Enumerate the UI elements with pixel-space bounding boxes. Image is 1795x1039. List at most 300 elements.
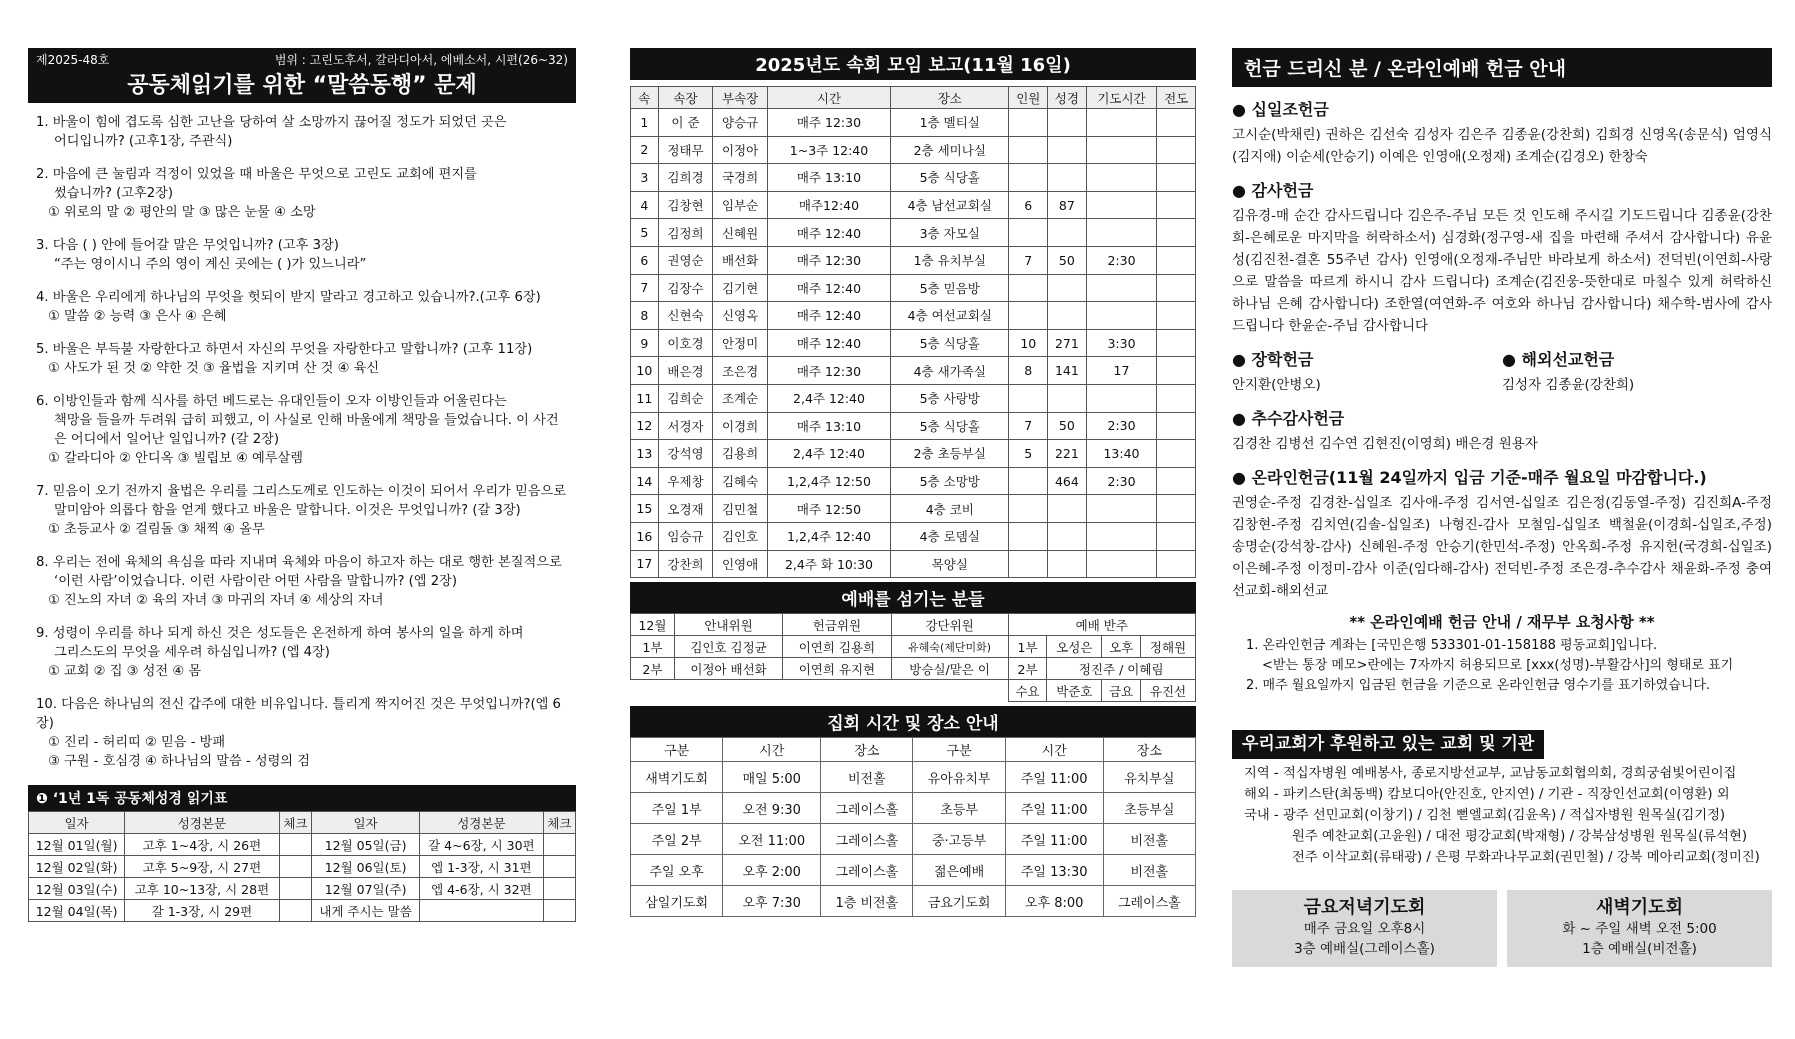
cell-header: 기도시간 — [1086, 87, 1157, 109]
cell-value — [1009, 219, 1048, 247]
cell-value — [1086, 522, 1157, 550]
cell-value: 1,2,4주 12:50 — [767, 467, 890, 495]
question-text: 9. 성령이 우리를 하나 되게 하신 것은 성도들은 온전하게 하여 봉사의 일을 하게 하며 — [36, 626, 524, 641]
cell-value: 5층 믿음방 — [891, 274, 1009, 302]
cell-value: 6 — [1009, 191, 1048, 219]
cell-value — [1157, 191, 1196, 219]
mission-body: 김성자 김종윤(강찬희) — [1502, 377, 1635, 393]
cell-value — [1157, 219, 1196, 247]
cell-value — [1157, 550, 1196, 578]
cell-value: 권영순 — [658, 246, 713, 274]
cell-value: 목양실 — [891, 550, 1009, 578]
servers-cell: 오후 — [1102, 636, 1141, 658]
cell-value — [1048, 164, 1087, 192]
cell-value: 2,4주 화 10:30 — [767, 550, 890, 578]
cell-value: 141 — [1048, 357, 1087, 385]
offering-column — [1232, 48, 1772, 967]
cell-value: 김희순 — [658, 384, 713, 412]
servers-month: 12월 — [631, 614, 675, 636]
quiz-question — [36, 340, 568, 378]
cell-value: 인영애 — [713, 550, 768, 578]
cell-value: 4층 여선교회실 — [891, 302, 1009, 330]
plan-cell: 고후 10~13장, 시 28편 — [125, 878, 280, 900]
meeting-cell: 비전홀 — [821, 762, 913, 793]
cell-value: 우제창 — [658, 467, 713, 495]
meeting-header: 장소 — [821, 738, 913, 762]
plan-header: 체크 — [543, 812, 575, 834]
cell-value — [1048, 109, 1087, 137]
cell-value — [1048, 302, 1087, 330]
cell-value — [1157, 384, 1196, 412]
cell-row — [631, 467, 1196, 495]
plan-cell: 12월 04일(목) — [29, 900, 125, 922]
plan-cell — [543, 834, 575, 856]
meeting-cell: 주일 11:00 — [1005, 793, 1103, 824]
question-text: 8. 우리는 전에 육체의 욕심을 따라 지내며 육체와 마음이 하고자 하는 대로 행한 본질적으로 — [36, 555, 562, 570]
quiz-question — [36, 695, 568, 771]
meeting-cell: 초등부 — [913, 793, 1005, 824]
cell-value: 10 — [1009, 329, 1048, 357]
question-options: ① 갈라디아 ② 안디옥 ③ 빌립보 ④ 예루살렘 — [48, 451, 303, 466]
dawn-prayer-place: 1층 예배실(비전홀) — [1582, 941, 1697, 957]
support-line: 전주 이삭교회(류태광) / 은평 무화과나무교회(권민철) / 강북 메아리교회(정미진) — [1292, 850, 1760, 865]
cell-value: 국경희 — [713, 164, 768, 192]
cell-value: 이정아 — [713, 136, 768, 164]
question-options: ① 진리 - 허리띠 ② 믿음 - 방패 ③ 구원 - 호심경 ④ 하나님의 말씀 - 성령의 검 — [48, 735, 310, 769]
cell-value — [1086, 109, 1157, 137]
cell-header: 속장 — [658, 87, 713, 109]
cell-value — [1009, 164, 1048, 192]
plan-cell: 12월 06일(토) — [312, 856, 420, 878]
cell-value — [1086, 495, 1157, 523]
support-title: 우리교회가 후원하고 있는 교회 및 기관 — [1232, 730, 1544, 759]
cell-value — [1009, 136, 1048, 164]
cell-value — [1009, 384, 1048, 412]
cell-value: 221 — [1048, 440, 1087, 468]
question-text-cont: 어디입니까? (고후1장, 주관식) — [54, 134, 233, 149]
meeting-header: 구분 — [913, 738, 1005, 762]
cell-value — [1086, 274, 1157, 302]
cell-value: 신혜원 — [713, 219, 768, 247]
cell-value: 매주 13:10 — [767, 164, 890, 192]
cell-value — [1157, 357, 1196, 385]
cell-value: 신영옥 — [713, 302, 768, 330]
meeting-row — [631, 855, 1196, 886]
plan-row — [29, 856, 576, 878]
cell-value — [1157, 495, 1196, 523]
cell-value: 2 — [631, 136, 659, 164]
support-lines — [1232, 763, 1772, 868]
plan-cell: 엡 1-3장, 시 31편 — [420, 856, 544, 878]
cell-row — [631, 384, 1196, 412]
dawn-prayer-box — [1507, 890, 1772, 967]
cell-value: 임승규 — [658, 522, 713, 550]
cell-value: 매주 12:30 — [767, 246, 890, 274]
cell-report-title: 2025년도 속회 모임 보고(11월 16일) — [630, 48, 1196, 80]
servers-cell: 이연희 유지현 — [783, 658, 891, 680]
meeting-header: 장소 — [1103, 738, 1195, 762]
cell-value: 9 — [631, 329, 659, 357]
quiz-title: 공동체읽기를 위한 “말씀동행” 문제 — [28, 68, 576, 103]
cell-value: 2:30 — [1086, 246, 1157, 274]
cell-value: 정태무 — [658, 136, 713, 164]
servers-cell: 2부 — [631, 658, 675, 680]
cell-value — [1157, 440, 1196, 468]
question-options: ① 사도가 된 것 ② 약한 것 ③ 율법을 지키며 산 것 ④ 육신 — [48, 361, 380, 376]
servers-h1: 안내위원 — [674, 614, 782, 636]
offering-title: 헌금 드리신 분 / 온라인예배 헌금 안내 — [1232, 48, 1772, 87]
support-section — [1232, 730, 1772, 868]
cell-value — [1157, 467, 1196, 495]
meeting-cell: 비전홀 — [1103, 824, 1195, 855]
servers-cell: 정해원 — [1141, 636, 1196, 658]
reading-range: 범위 : 고린도후서, 갈라디아서, 에베소서, 시편(26~32) — [274, 53, 568, 67]
cell-value: 매주 12:40 — [767, 302, 890, 330]
plan-cell — [543, 878, 575, 900]
cell-value: 오경재 — [658, 495, 713, 523]
plan-cell — [543, 856, 575, 878]
question-text-cont: ‘이런 사람’이었습니다. 이런 사람이란 어떤 사람을 말합니까? (엡 2장) — [54, 574, 458, 589]
cell-value: 1층 유치부실 — [891, 246, 1009, 274]
cell-value — [1086, 550, 1157, 578]
cell-row — [631, 191, 1196, 219]
meeting-cell: 새벽기도회 — [631, 762, 723, 793]
meeting-cell: 그레이스홀 — [821, 793, 913, 824]
cell-header: 속 — [631, 87, 659, 109]
meeting-cell: 오후 7:30 — [723, 886, 821, 917]
question-text: 7. 믿음이 오기 전까지 율법은 우리를 그리스도께로 인도하는 이것이 되어서 우리가 믿음으로 — [36, 484, 567, 499]
cell-value — [1048, 136, 1087, 164]
cell-value — [1048, 495, 1087, 523]
dawn-prayer-time: 화 ~ 주일 새벽 오전 5:00 — [1562, 921, 1717, 937]
cell-value — [1009, 109, 1048, 137]
quiz-question — [36, 482, 568, 539]
meeting-cell: 주일 11:00 — [1005, 762, 1103, 793]
cell-value: 김혜숙 — [713, 467, 768, 495]
cell-value: 4층 로뎀실 — [891, 522, 1009, 550]
cell-value: 매주 12:30 — [767, 357, 890, 385]
cell-value — [1048, 274, 1087, 302]
quiz-question — [36, 288, 568, 326]
cell-value: 배선화 — [713, 246, 768, 274]
cell-value — [1009, 522, 1048, 550]
meeting-cell: 오전 9:30 — [723, 793, 821, 824]
servers-cell: 이연희 김용희 — [783, 636, 891, 658]
scholar-mission-row — [1232, 337, 1772, 396]
cell-value: 안정미 — [713, 329, 768, 357]
cell-report-table — [630, 86, 1196, 578]
online-notice-1: 1. 온라인헌금 계좌는 [국민은행 533301-01-158188 평동교회]입니다. — [1246, 638, 1658, 653]
cell-value — [1009, 302, 1048, 330]
thanks-body: 김유경-매 순간 감사드립니다 김은주-주님 모든 것 인도해 주시길 기도드립니다 김종윤(강찬희-은혜로운 마지막을 허락하소서) 심경화(정구영-새 집을 마련해 주셔서 감사합니다) 유윤성(김진천-결혼 55주년 감사) 인영애(오정재-주님만 바라보게 하소서) 전덕빈(이연희-사랑으로 말씀을 따르게 하시니 감사 드립니다) 조계순(김진웅-뜻한대로 마칠수 있게 허락하신 하나님 은혜 감사합니다) 조한열(여연화-주 여호와 하나님 감사합니다) 채수학-범사에 감사드립니다 한윤순-주님 감사합니다 — [1232, 208, 1772, 334]
cell-value: 5층 식당홀 — [891, 412, 1009, 440]
cell-value: 강석영 — [658, 440, 713, 468]
cell-value — [1157, 274, 1196, 302]
issue-number: 제2025-48호 — [36, 53, 110, 67]
plan-cell — [420, 900, 544, 922]
cell-value: 17 — [631, 550, 659, 578]
servers-cell: 이정아 배선화 — [674, 658, 782, 680]
servers-cell: 박준호 — [1047, 680, 1102, 702]
cell-value: 15 — [631, 495, 659, 523]
cell-value: 5층 식당홀 — [891, 164, 1009, 192]
cell-row — [631, 274, 1196, 302]
cell-value — [1009, 495, 1048, 523]
cell-value — [1048, 522, 1087, 550]
cell-value — [1086, 219, 1157, 247]
cell-value — [1157, 329, 1196, 357]
quiz-question — [36, 392, 568, 468]
cell-value: 8 — [1009, 357, 1048, 385]
cell-value: 4층 남선교회실 — [891, 191, 1009, 219]
question-text-cont: 그리스도의 무엇을 세우려 하심입니까? (엡 4장) — [54, 645, 330, 660]
cell-value — [1157, 136, 1196, 164]
cell-row — [631, 219, 1196, 247]
mission-heading: ● 해외선교헌금 — [1502, 350, 1615, 369]
cell-value: 매주 12:50 — [767, 495, 890, 523]
servers-title: 예배를 섬기는 분들 — [630, 582, 1196, 613]
cell-value: 김장수 — [658, 274, 713, 302]
plan-cell — [279, 900, 311, 922]
cell-value — [1157, 302, 1196, 330]
cell-row — [631, 495, 1196, 523]
servers-cell: 수요 — [1008, 680, 1047, 702]
support-line: 지역 - 적십자병원 예배봉사, 종로지방선교부, 교남동교회협의회, 경희궁쉼빛어린이집 — [1244, 766, 1737, 781]
dawn-prayer-title: 새벽기도회 — [1596, 897, 1683, 918]
servers-cell: 금요 — [1102, 680, 1141, 702]
plan-cell: 엡 4-6장, 시 32편 — [420, 878, 544, 900]
question-text-cont: “주는 영이시니 주의 영이 계신 곳에는 ( )가 있느니라” — [54, 257, 367, 272]
cell-value: 5층 소망방 — [891, 467, 1009, 495]
plan-header: 체크 — [279, 812, 311, 834]
cell-value: 8 — [631, 302, 659, 330]
plan-cell — [279, 878, 311, 900]
meeting-cell: 초등부실 — [1103, 793, 1195, 824]
cell-value: 2층 세미나실 — [891, 136, 1009, 164]
question-options: ① 초등교사 ② 걸림돌 ③ 채찍 ④ 올무 — [48, 522, 265, 537]
cell-value: 매주 13:10 — [767, 412, 890, 440]
meeting-cell: 1층 비전홀 — [821, 886, 913, 917]
cell-value — [1157, 164, 1196, 192]
cell-value: 50 — [1048, 412, 1087, 440]
cell-value: 1 — [631, 109, 659, 137]
meeting-cell: 주일 13:30 — [1005, 855, 1103, 886]
cell-value: 5층 사랑방 — [891, 384, 1009, 412]
cell-value — [1009, 467, 1048, 495]
plan-cell — [543, 900, 575, 922]
thanks-heading: ● 감사헌금 — [1232, 181, 1314, 200]
cell-value — [1086, 191, 1157, 219]
cell-value — [1086, 302, 1157, 330]
cell-value: 배은경 — [658, 357, 713, 385]
cell-value: 13:40 — [1086, 440, 1157, 468]
cell-value: 3층 자모실 — [891, 219, 1009, 247]
support-line: 원주 예찬교회(고윤원) / 대전 평강교회(박재형) / 강북삼성병원 원목실(류석현) — [1292, 829, 1748, 844]
online-notice-title: ** 온라인예배 헌금 안내 / 재무부 요청사항 ** — [1349, 613, 1655, 631]
cell-value — [1086, 384, 1157, 412]
quiz-column — [28, 48, 576, 922]
cell-value: 7 — [1009, 412, 1048, 440]
plan-cell: 12월 07일(주) — [312, 878, 420, 900]
cell-value: 김용희 — [713, 440, 768, 468]
meeting-cell: 유치부실 — [1103, 762, 1195, 793]
prayer-boxes — [1232, 890, 1772, 967]
cell-header: 시간 — [767, 87, 890, 109]
servers-cell: 유혜숙(제단미화) — [891, 636, 1008, 658]
meeting-cell: 그레이스홀 — [821, 855, 913, 886]
quiz-question — [36, 624, 568, 681]
cell-row — [631, 522, 1196, 550]
cell-value: 7 — [631, 274, 659, 302]
cell-value: 3 — [631, 164, 659, 192]
plan-cell — [279, 834, 311, 856]
meeting-cell: 그레이스홀 — [1103, 886, 1195, 917]
tithe-heading: ● 십일조헌금 — [1232, 100, 1329, 119]
meeting-header: 구분 — [631, 738, 723, 762]
plan-row — [29, 900, 576, 922]
cell-row — [631, 246, 1196, 274]
meeting-cell: 오전 11:00 — [723, 824, 821, 855]
cell-value: 2:30 — [1086, 412, 1157, 440]
cell-value: 매주12:40 — [767, 191, 890, 219]
cell-value — [1048, 219, 1087, 247]
cell-row — [631, 550, 1196, 578]
online-heading: ● 온라인헌금(11월 24일까지 입금 기준-매주 월요일 마감합니다.) — [1232, 468, 1707, 487]
cell-report-column — [630, 48, 1196, 917]
cell-value: 2층 초등부실 — [891, 440, 1009, 468]
reading-plan-title: ❶ ‘1년 1독 공동체성경 읽기표 — [28, 785, 576, 811]
cell-value: 2,4주 12:40 — [767, 440, 890, 468]
cell-value: 271 — [1048, 329, 1087, 357]
online-notice-1b: <받는 통장 메모>란에는 7자까지 허용되므로 [xxx(성명)-부활감사]의 형태로 표기 — [1262, 658, 1734, 673]
plan-header: 일자 — [29, 812, 125, 834]
cell-row — [631, 109, 1196, 137]
plan-cell: 고후 1~4장, 시 26편 — [125, 834, 280, 856]
question-text-cont: 썼습니까? (고후2장) — [54, 186, 174, 201]
cell-value: 14 — [631, 467, 659, 495]
cell-value: 1~3주 12:40 — [767, 136, 890, 164]
cell-value: 강찬희 — [658, 550, 713, 578]
cell-value — [1086, 136, 1157, 164]
meetings-table — [630, 737, 1196, 917]
friday-prayer-place: 3층 예배실(그레이스홀) — [1294, 941, 1435, 957]
cell-value: 이경희 — [713, 412, 768, 440]
cell-value: 2:30 — [1086, 467, 1157, 495]
meeting-cell: 주일 1부 — [631, 793, 723, 824]
cell-value — [1048, 384, 1087, 412]
support-line: 국내 - 광주 선민교회(이창기) / 김천 뻗엘교회(김윤옥) / 적십자병원 원목실(김기정) — [1244, 808, 1726, 823]
cell-header: 인원 — [1009, 87, 1048, 109]
cell-value: 10 — [631, 357, 659, 385]
cell-value: 이 준 — [658, 109, 713, 137]
quiz-question — [36, 553, 568, 610]
cell-value: 1층 멜티실 — [891, 109, 1009, 137]
servers-cell: 유진선 — [1141, 680, 1196, 702]
servers-h3: 강단위원 — [891, 614, 1008, 636]
cell-value: 4 — [631, 191, 659, 219]
cell-value — [1009, 274, 1048, 302]
servers-table — [630, 613, 1196, 702]
cell-value: 13 — [631, 440, 659, 468]
cell-value — [1009, 550, 1048, 578]
online-notice — [1232, 612, 1772, 696]
cell-value: 매주 12:40 — [767, 219, 890, 247]
cell-value: 매주 12:30 — [767, 109, 890, 137]
servers-cell: 오성은 — [1047, 636, 1102, 658]
cell-value — [1157, 246, 1196, 274]
support-line: 해외 - 파키스탄(최동백) 캄보디아(안진호, 안지연) / 기관 - 직장인선교회(이영환) 외 — [1244, 787, 1730, 802]
question-text-cont: 말미암아 의롭다 함을 얻게 했다고 바울은 말합니다. 이것은 무엇입니까? (갈 3장) — [54, 503, 521, 518]
question-text: 5. 바울은 부득불 자랑한다고 하면서 자신의 무엇을 자랑한다고 말합니까? (고후 11장) — [36, 342, 533, 357]
meeting-cell: 주일 오후 — [631, 855, 723, 886]
plan-cell: 갈 1-3장, 시 29편 — [125, 900, 280, 922]
cell-header: 부속장 — [713, 87, 768, 109]
question-text: 3. 다음 ( ) 안에 들어갈 말은 무엇입니까? (고후 3장) — [36, 238, 339, 253]
cell-value: 6 — [631, 246, 659, 274]
cell-value — [1157, 109, 1196, 137]
cell-value: 11 — [631, 384, 659, 412]
servers-cell: 1부 — [1008, 636, 1047, 658]
online-body: 권영순-주정 김경찬-십일조 김사애-주정 김서연-십일조 김은정(김동열-주정) 김진희A-주정 김창현-주정 김치연(김솔-십일조) 나형진-감사 모철임-십일조 백철윤(이경희-십일조,주정) 송명순(강석창-감사) 신혜원-주정 안승기(한민석-주정) 안옥희-주정 유지헌(국경희-십일조) 이은혜-주정 이정미-감사 이준(임다해-감사) 전덕빈-주정 조은경-추수감사 채윤화-주정 충여선교회-해외선교 — [1232, 495, 1772, 599]
cell-value: 5 — [1009, 440, 1048, 468]
cell-value: 조계순 — [713, 384, 768, 412]
cell-value: 16 — [631, 522, 659, 550]
cell-header: 성경 — [1048, 87, 1087, 109]
quiz-header-meta — [28, 48, 576, 68]
meeting-cell: 비전홀 — [1103, 855, 1195, 886]
scholarship-heading: ● 장학헌금 — [1232, 350, 1314, 369]
online-notice-2: 2. 매주 월요일까지 입금된 헌금을 기준으로 온라인헌금 영수기를 표기하였습니다. — [1246, 678, 1711, 693]
meeting-cell: 그레이스홀 — [821, 824, 913, 855]
meetings-title: 집회 시간 및 장소 안내 — [630, 706, 1196, 737]
meeting-row — [631, 762, 1196, 793]
meeting-row — [631, 793, 1196, 824]
cell-value: 임부순 — [713, 191, 768, 219]
cell-value: 3:30 — [1086, 329, 1157, 357]
meeting-cell: 젊은예배 — [913, 855, 1005, 886]
cell-value: 서경자 — [658, 412, 713, 440]
servers-cell: 정진주 / 이혜림 — [1047, 658, 1196, 680]
cell-value: 매주 12:40 — [767, 274, 890, 302]
meeting-cell: 중·고등부 — [913, 824, 1005, 855]
cell-value: 김기현 — [713, 274, 768, 302]
cell-header: 전도 — [1157, 87, 1196, 109]
meeting-header: 시간 — [1005, 738, 1103, 762]
plan-cell — [279, 856, 311, 878]
cell-value: 5층 식당홀 — [891, 329, 1009, 357]
cell-value: 김창현 — [658, 191, 713, 219]
plan-cell: 갈 4~6장, 시 30편 — [420, 834, 544, 856]
plan-header: 성경본문 — [125, 812, 280, 834]
plan-cell: 12월 03일(수) — [29, 878, 125, 900]
plan-cell: 내게 주시는 말씀 — [312, 900, 420, 922]
quiz-question — [36, 236, 568, 274]
question-text: 4. 바울은 우리에게 하나님의 무엇을 헛되이 받지 말라고 경고하고 있습니까?.(고후 6장) — [36, 290, 541, 305]
plan-cell: 12월 02일(화) — [29, 856, 125, 878]
cell-value: 4층 새가족실 — [891, 357, 1009, 385]
question-text: 10. 다음은 하나님의 전신 갑주에 대한 비유입니다. 틀리게 짝지어진 것은 무엇입니까?(엡 6장) — [36, 697, 561, 731]
cell-row — [631, 412, 1196, 440]
cell-value: 7 — [1009, 246, 1048, 274]
meeting-header: 시간 — [723, 738, 821, 762]
cell-value: 2,4주 12:40 — [767, 384, 890, 412]
servers-h4: 예배 반주 — [1008, 614, 1195, 636]
servers-cell: 김인호 김정균 — [674, 636, 782, 658]
question-options: ① 위로의 말 ② 평안의 말 ③ 많은 눈물 ④ 소망 — [48, 205, 316, 220]
tithe-body: 고시순(박채린) 권하은 김선숙 김성자 김은주 김종윤(강찬희) 김희경 신영옥(송문식) 엄영식(김지애) 이순세(안승기) 이예은 인영애(오정재) 조계순(김경오) 한창숙 — [1232, 127, 1772, 165]
cell-value: 17 — [1086, 357, 1157, 385]
meeting-cell: 주일 2부 — [631, 824, 723, 855]
